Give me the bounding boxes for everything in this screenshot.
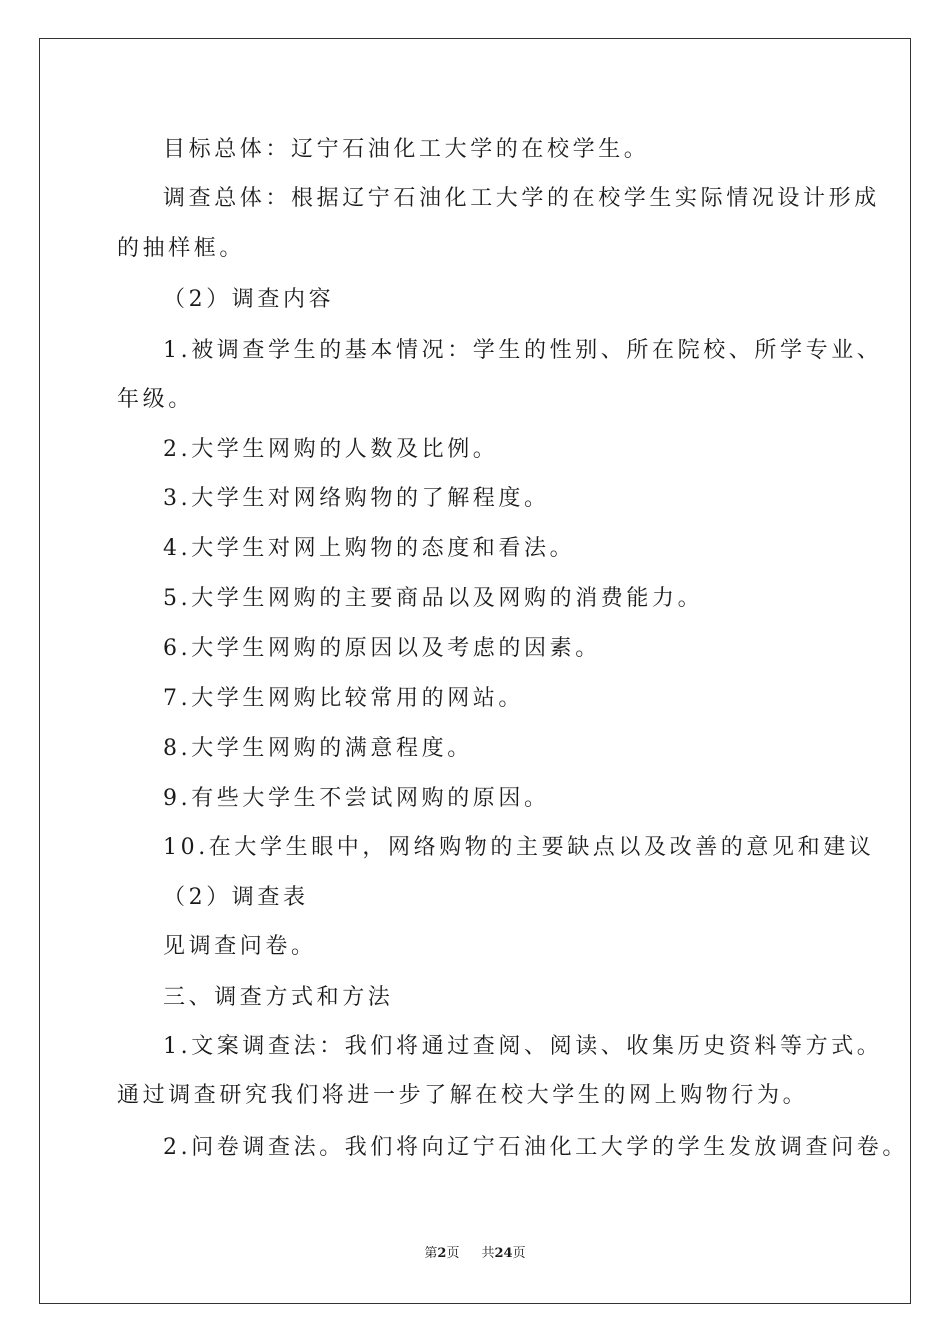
footer-total-suffix: 页 — [512, 1246, 526, 1261]
list-item-8: 8.大学生网购的满意程度。 — [163, 736, 473, 761]
list-item-4: 4.大学生对网上购物的态度和看法。 — [163, 536, 576, 561]
method-1: 1.文案调查法：我们将通过查阅、阅读、收集历史资料等方式。 — [163, 1034, 883, 1059]
method-2: 2.问卷调查法。我们将向辽宁石油化工大学的学生发放调查问卷。 — [163, 1135, 908, 1160]
list-item-6: 6.大学生网购的原因以及考虑的因素。 — [163, 636, 601, 661]
target-population-line: 目标总体：辽宁石油化工大学的在校学生。 — [163, 137, 650, 162]
list-item-10: 10.在大学生眼中，网络购物的主要缺点以及改善的意见和建议 — [163, 835, 875, 860]
footer-total-prefix: 共 — [481, 1246, 495, 1261]
list-item-9: 9.有些大学生不尝试网购的原因。 — [163, 786, 550, 811]
section-heading-methods: 三、调查方式和方法 — [163, 985, 394, 1010]
list-item-1-cont: 年级。 — [117, 387, 194, 412]
survey-population-line-cont: 的抽样框。 — [117, 236, 246, 261]
footer-page-number: 2 — [437, 1246, 447, 1261]
page-border — [39, 38, 911, 1304]
questionnaire-note: 见调查问卷。 — [163, 934, 317, 959]
list-item-1: 1.被调查学生的基本情况：学生的性别、所在院校、所学专业、 — [163, 338, 883, 363]
footer-page-prefix: 第 — [424, 1246, 438, 1261]
list-item-5: 5.大学生网购的主要商品以及网购的消费能力。 — [163, 586, 704, 611]
survey-population-line: 调查总体：根据辽宁石油化工大学的在校学生实际情况设计形成 — [163, 186, 880, 211]
section-heading-content: （2）调查内容 — [163, 287, 335, 312]
page-footer — [0, 1246, 950, 1262]
footer-page-suffix: 页 — [446, 1246, 460, 1261]
list-item-3: 3.大学生对网络购物的了解程度。 — [163, 486, 550, 511]
list-item-7: 7.大学生网购比较常用的网站。 — [163, 686, 524, 711]
method-1-cont: 通过调查研究我们将进一步了解在校大学生的网上购物行为。 — [117, 1083, 809, 1108]
footer-total-pages: 24 — [494, 1246, 513, 1261]
section-heading-table: （2）调查表 — [163, 885, 309, 910]
list-item-2: 2.大学生网购的人数及比例。 — [163, 437, 499, 462]
